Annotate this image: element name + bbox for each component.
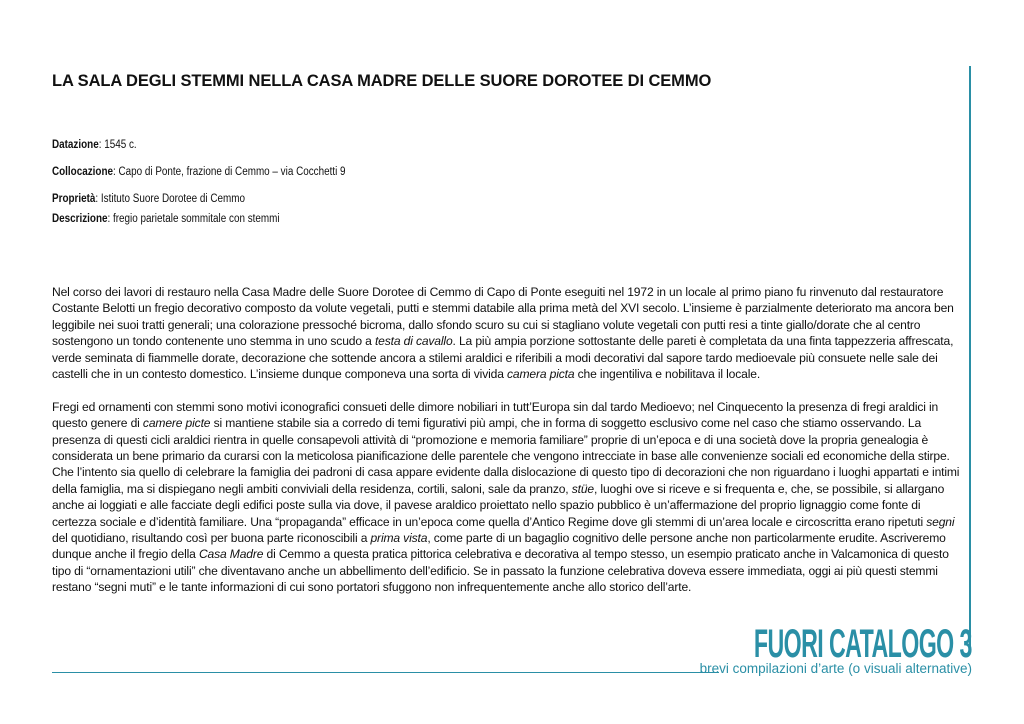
- meta-collocazione-label: Collocazione: [52, 166, 114, 178]
- paragraph-1: [52, 284, 964, 382]
- p2-italic-casa-madre: Casa Madre: [198, 547, 264, 562]
- p2-italic-segni: segni: [926, 514, 955, 529]
- p2-text-e: , luoghi ove si riceve e si frequenta e, che, se possibile, si allargano anche ai loggiati e alle facciate degli edifici poste sulla via dove, il pavese araldico proiettato nello spazio pubblico è un’affermazione del proprio lignaggio come fonte di certezza sociale e d’identità familiare. Una “propaganda” efficace in un’epoca come quella d’Antico Regime dove gli stemmi di un’area locale e circoscritta erano ripetuti: [52, 481, 945, 529]
- p1-text-e: che ingentiliva e nobilitava il locale.: [574, 367, 761, 382]
- p2-text-a: Fregi ed ornamenti con stemmi sono motivi iconografici consueti delle dimore nobiliari in tutt’Europa sin dal tardo Medioevo; nel Cinquecento la presenza di fregi araldici in questo genere di: [52, 399, 939, 431]
- vertical-accent-rule: [969, 66, 971, 652]
- p1-italic-camera-picta: camera picta: [507, 367, 575, 382]
- p2-text-k: di Cemmo a questa pratica pittorica celebrativa e decorativa al tempo stesso, un esempio praticato anche in Valcamonica di questo tipo di “ornamentazioni utili” che diventavano anche un abbellimento dell’edificio. Se in passato la funzione celebrativa doveva essere immediata, oggi ai più questi stemmi restano “segni muti” e le tante informazioni di cui sono portatori sfuggono non infrequentemente anche allo storico dell’arte.: [52, 547, 949, 595]
- brand-block: [596, 624, 972, 677]
- p2-text-g: del quotidiano, risultando così per buona parte riconoscibili a: [52, 531, 371, 546]
- meta-collocazione: [52, 166, 346, 178]
- p2-italic-camere-picte: camere picte: [142, 416, 211, 431]
- page-title: LA SALA DEGLI STEMMI NELLA CASA MADRE DELLE SUORE DOROTEE DI CEMMO: [52, 72, 712, 90]
- meta-proprieta-label: Proprietà: [52, 193, 96, 205]
- meta-descrizione-label: Descrizione: [52, 213, 108, 225]
- p1-italic-testa-di-cavallo: testa di cavallo: [374, 334, 453, 349]
- brand-subtitle: brevi compilazioni d’arte (o visuali alternative): [699, 661, 972, 676]
- p2-text-c: si mantiene stabile sia a corredo di temi figurativi più ampi, che in forma di soggetto esclusivo come nel caso che stiamo osservando. La presenza di questi cicli araldici rientra in quelle consapevoli attività di “promozione e memoria familiare” proprie di un’epoca e di una società dove la propria genealogia è considerata un bene primario da curarsi con la meticolosa pianificazione delle parentele che vengono intrecciate in base alle convenienze sociali ed economiche della stirpe. Che l’intento sia quello di celebrare la famiglia dei padroni di casa appare evidente dalla dislocazione di questo tipo di decorazioni che non riguardano i luoghi appartati e intimi della famiglia, ma si dispiegano negli ambiti conviviali della residenza, cortili, saloni, sale da pranzo,: [52, 416, 960, 496]
- meta-datazione-label: Datazione: [52, 139, 99, 151]
- p1-text-a: Nel corso dei lavori di restauro nella Casa Madre delle Suore Dorotee di Cemmo di Capo di Ponte eseguiti nel 1972 in un locale al primo piano fu rinvenuto dal restauratore Costante Belotti un fregio decorativo composto da volute vegetali, putti e stemmi databile alla prima metà del XVI secolo. L’insieme è parzialmente deteriorato ma ancora ben leggibile nei suoi tratti generali; una colorazione pressoché bicroma, dallo sfondo scuro su cui si stagliano volute vegetali con putti resi a tinte giallo/dorate che al centro sostengono un tondo contenente uno stemma in uno scudo a: [52, 285, 954, 349]
- meta-datazione: [52, 139, 137, 151]
- meta-proprieta: [52, 193, 245, 205]
- p2-italic-stue: stüe: [571, 481, 594, 496]
- paragraph-2: [52, 399, 964, 596]
- article-body: [52, 284, 964, 612]
- brand-title: FUORI CATALOGO 3: [754, 622, 972, 666]
- p2-italic-prima-vista: prima vista: [370, 531, 428, 546]
- p1-text-c: . La più ampia porzione sottostante delle pareti è completata da una finta tappezzeria affrescata, verde seminata di fiammelle dorate, decorazione che sottende ancora a stilemi araldici e riferibili a modi decorativi dal sapore tardo medioevale più consuete nelle sale dei castelli che in un contesto domestico. L’insieme dunque componeva una sorta di vivida: [52, 334, 954, 382]
- p2-text-i: , come parte di un bagaglio cognitivo delle persone anche non particolarmente erudite. Ascriveremo dunque anche il fregio della: [52, 531, 946, 562]
- meta-descrizione: [52, 213, 280, 225]
- meta-proprieta-value: : Istituto Suore Dorotee di Cemmo: [95, 193, 245, 205]
- meta-datazione-value: : 1545 c.: [98, 139, 137, 151]
- meta-collocazione-value: : Capo di Ponte, frazione di Cemmo – via Cocchetti 9: [113, 166, 346, 178]
- meta-descrizione-value: : fregio parietale sommitale con stemmi: [107, 213, 280, 225]
